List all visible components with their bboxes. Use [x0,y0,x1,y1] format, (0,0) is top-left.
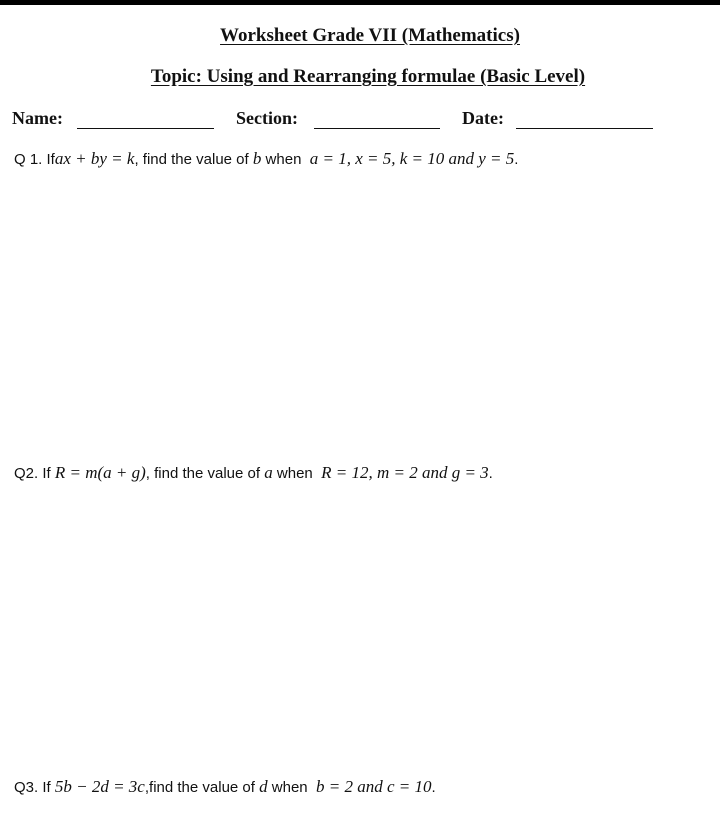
student-info-row [0,108,720,134]
question-2-formula: R = m(a + g) [54,463,146,482]
question-3-end: . [431,779,436,796]
question-2-text: , find the value of [145,465,261,482]
question-3-number: Q3. If [14,779,51,796]
name-blank-line[interactable] [77,128,214,129]
question-3-variable: d [259,777,268,796]
question-1-end: . [514,151,519,168]
question-1-variable: b [252,149,262,168]
question-2-when: when [276,465,313,482]
section-label: Section: [236,108,298,128]
question-2-end: . [488,465,493,482]
question-3-formula: 5b − 2d = 3c [54,777,145,796]
name-label: Name: [12,108,63,128]
section-blank-line[interactable] [314,128,440,129]
question-3-conditions: b = 2 and c = 10 [315,777,432,796]
question-1-formula: ax + by = k [54,149,135,168]
question-1-when: when [265,151,302,168]
worksheet-title: Worksheet Grade VII (Mathematics) [220,25,520,46]
question-1-text: , find the value of [134,151,249,168]
question-3 [14,777,436,797]
question-1-number: Q 1. If [14,151,55,168]
question-3-text: ,find the value of [144,779,255,796]
date-label: Date: [462,108,504,128]
question-2-conditions: R = 12, m = 2 and g = 3 [321,463,489,482]
question-2 [14,463,493,483]
question-2-variable: a [264,463,273,482]
question-3-when: when [271,779,308,796]
top-border-rule [0,0,720,5]
date-blank-line[interactable] [516,128,653,129]
question-1 [14,149,518,169]
question-2-number: Q2. If [14,465,51,482]
question-1-conditions: a = 1, x = 5, k = 10 and y = 5 [309,149,515,168]
worksheet-topic: Topic: Using and Rearranging formulae (Basic Level) [150,66,586,87]
